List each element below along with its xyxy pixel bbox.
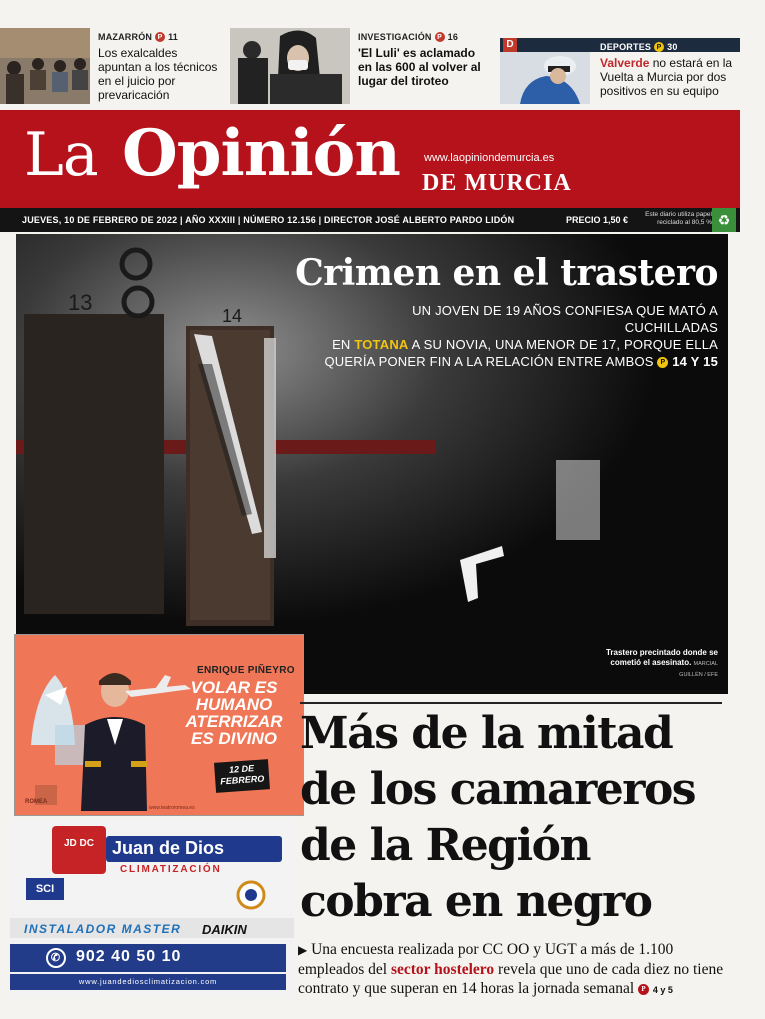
issue-price: PRECIO 1,50 €	[566, 215, 629, 225]
hero-subheading	[316, 302, 718, 370]
teaser-section	[354, 30, 496, 44]
teaser-highlight: Valverde	[600, 56, 650, 70]
hero-pages: 14 Y 15	[672, 354, 718, 369]
hero-town: TOTANA	[354, 337, 409, 352]
caption-text: Trastero precintado donde se cometió el asesinato.	[605, 648, 718, 667]
hero-sub-line-1: UN JOVEN DE 19 AÑOS CONFIESA QUE MATÓ A CUCHILLADAS	[412, 303, 718, 335]
teaser-section	[94, 30, 228, 44]
ad-date	[214, 759, 270, 793]
teaser-page: 30	[667, 42, 678, 52]
group-logo: SCI	[26, 878, 64, 900]
page-badge-icon: P	[657, 357, 668, 368]
photo-credit: MARCIAL GUILLÉN / EFE	[679, 661, 718, 678]
teaser-text	[596, 54, 740, 100]
teaser-section-label: MAZARRÓN	[98, 32, 153, 42]
main-lead	[298, 940, 734, 1000]
masthead	[0, 110, 740, 208]
arrow-right-icon: ▶	[298, 943, 308, 957]
certification-seal-icon	[236, 880, 266, 910]
hero-headline[interactable]: Crimen en el trastero	[295, 252, 718, 294]
logo-opinion: Opinión	[122, 116, 400, 191]
ad-month: FEBRERO	[219, 773, 265, 787]
teaser-page: 11	[168, 32, 179, 42]
page-badge-icon: P	[654, 42, 664, 52]
installer-label: INSTALADOR MASTER	[24, 922, 182, 936]
photo-caption	[588, 648, 718, 680]
ad-phone-bar[interactable]	[10, 944, 286, 972]
dateline-bar	[0, 208, 740, 232]
ad-day: 12	[228, 764, 240, 775]
courtroom-photo	[0, 28, 90, 104]
teaser-page: 16	[447, 32, 459, 42]
teaser-strip	[0, 28, 740, 110]
edition-city: DE MURCIA	[422, 170, 572, 196]
teaser-investigacion[interactable]	[228, 28, 498, 106]
phone-icon: ✆	[46, 948, 66, 968]
ad-month-label: DE	[241, 763, 255, 775]
deportes-section-badge: D	[503, 38, 517, 52]
ad-performer: ENRIQUE PIÑEYRO	[197, 665, 295, 676]
ad-slogan: VOLAR ES HUMANO ATERRIZAR ES DIVINO	[185, 678, 283, 748]
ad-phone: 902 40 50 10	[76, 948, 182, 965]
door-number-14: 14	[222, 306, 243, 326]
door-number-13: 13	[68, 290, 93, 315]
page-badge-icon: P	[435, 32, 445, 42]
recycle-icon: ♻	[712, 208, 736, 232]
main-headline[interactable]: Más de la mitad de los camareros de la Región cobra en negro	[300, 708, 696, 927]
site-url[interactable]: www.laopiniondemurcia.es	[424, 152, 555, 164]
teaser-section	[596, 40, 740, 54]
issue-info: JUEVES, 10 DE FEBRERO DE 2022 | AÑO XXXIII | NÚMERO 12.156 | DIRECTOR JOSÉ ALBERTO PARDO LIDÓN	[22, 215, 515, 225]
teaser-deportes[interactable]	[500, 28, 740, 106]
logo-la: La	[24, 120, 98, 190]
hero-sub-text: QUERÍA PONER FIN A LA RELACIÓN ENTRE AMBOS	[324, 354, 654, 369]
hero-sub-text: EN	[332, 337, 351, 352]
hero-sub-line-3	[316, 353, 718, 370]
page-badge-icon: P	[155, 32, 165, 42]
story-divider	[300, 702, 722, 704]
hero-sub-line-2	[316, 336, 718, 353]
lead-text: revela que uno de cada diez no tiene contrato y que superan en 14 horas la jornada semanal	[298, 961, 724, 997]
company-sub: CLIMATIZACIÓN	[120, 864, 222, 875]
hero-story[interactable]	[16, 234, 728, 694]
company-logo: JD DC	[52, 826, 106, 874]
ad-website[interactable]: www.juandediosclimatizacion.com	[10, 974, 286, 990]
cyclist-photo	[500, 52, 590, 104]
teaser-text: Los exalcaldes apuntan a los técnicos en el juicio por prevaricación	[98, 46, 218, 102]
lead-pages: 4 y 5	[652, 985, 673, 995]
ad-venue: ROMEA	[25, 799, 48, 805]
recycled-paper-note: Este diario utiliza papel reciclado al 80,5 %	[645, 211, 712, 226]
company-brand: Juan de Dios	[106, 836, 282, 862]
hero-sub-text: A SU NOVIA, UNA MENOR DE 17, PORQUE ELLA	[411, 337, 718, 352]
teaser-section-label: INVESTIGACIÓN	[358, 32, 432, 42]
ad-web[interactable]: www.teatroromea.es	[149, 805, 195, 811]
page-badge-icon: P	[638, 984, 649, 995]
teaser-section-label: DEPORTES	[600, 42, 652, 52]
partner-brand: DAIKIN	[202, 922, 247, 937]
theater-ad[interactable]	[14, 634, 304, 816]
lead-text: Una encuesta realizada por CC OO y UGT a más de 1.100 empleados del	[298, 941, 674, 978]
teaser-mazarron[interactable]	[0, 28, 228, 106]
teaser-text-rest: no estará en la Vuelta a Murcia por dos positivos en su equipo	[600, 56, 733, 98]
masked-men-photo	[230, 28, 350, 104]
teaser-text: 'El Luli' es aclamado en las 600 al volver al lugar del tiroteo	[358, 46, 481, 88]
company-ad[interactable]	[10, 818, 294, 998]
lead-highlight: sector hostelero	[390, 961, 495, 978]
